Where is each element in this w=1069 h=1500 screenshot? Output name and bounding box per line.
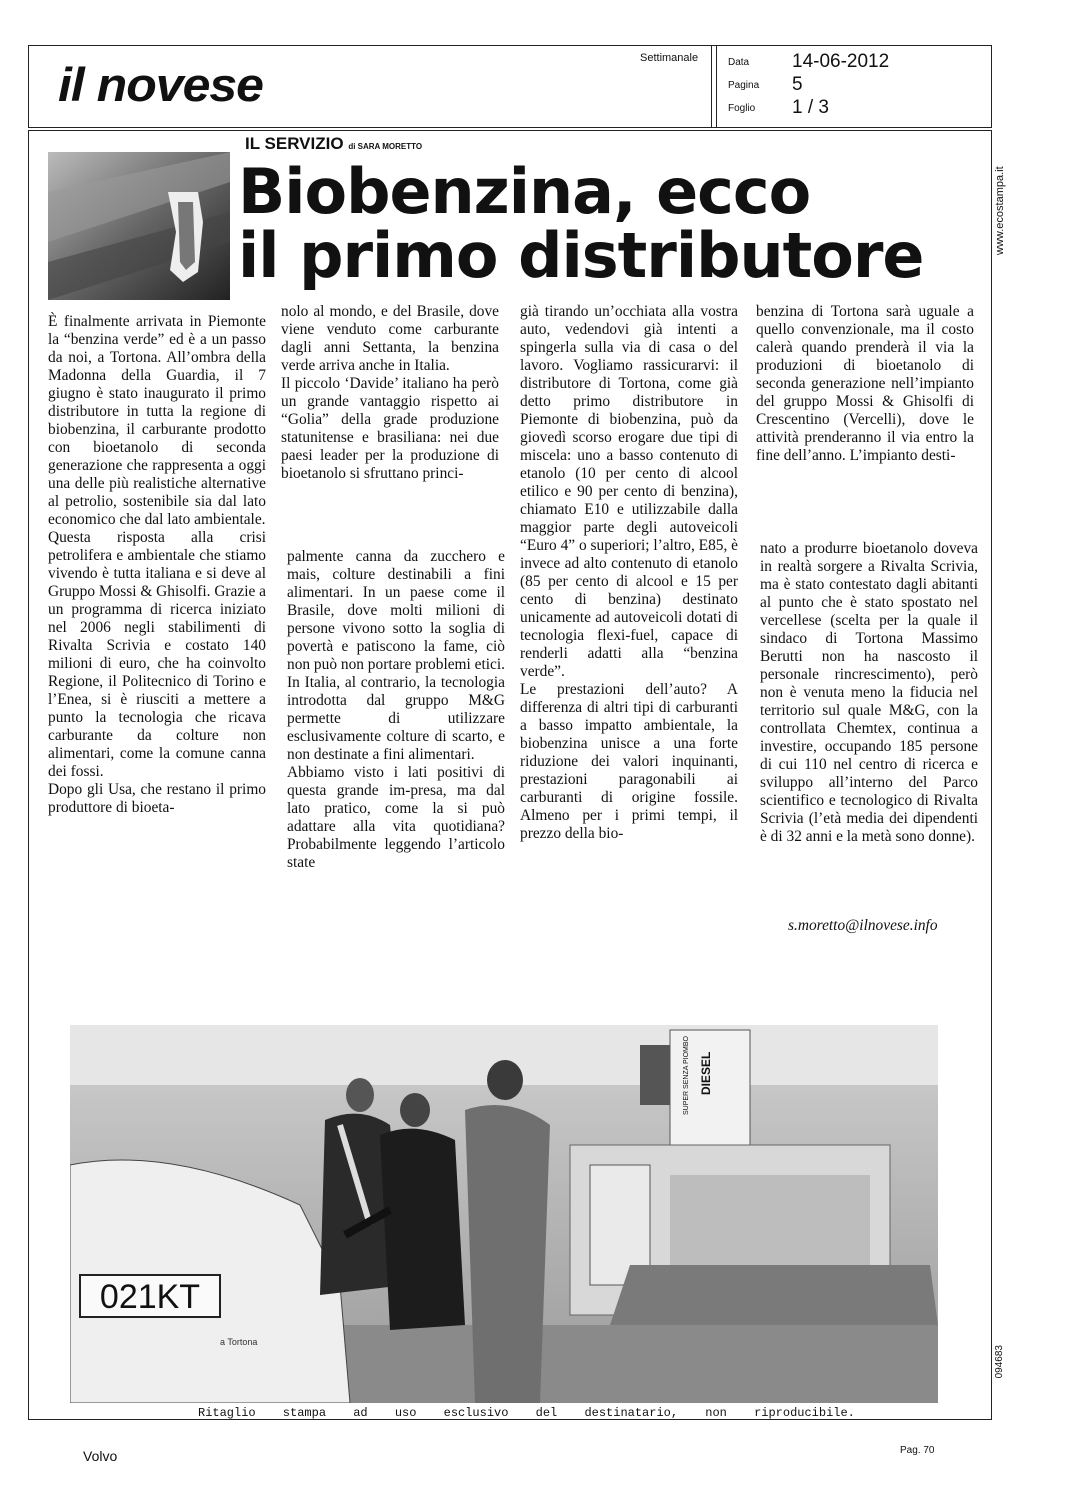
page-label: Pagina [728, 80, 760, 91]
side-url: www.ecostampa.it [994, 166, 1006, 255]
date-value: 14-06-2012 [792, 51, 890, 72]
paragraph: Le prestazioni dell’auto? A differenza di altri tipi di carburanti a basso impatto ambientale, la biobenzina unisce a una forte riduzione dei valori inquinanti, prestazioni paragonabili ai carburanti di origine fossile. Almeno per i primi tempi, il prezzo della bio- [520, 681, 738, 842]
frequency-label: Settimanale [640, 52, 699, 64]
article-column-1 [48, 313, 266, 817]
article-column-3 [520, 303, 738, 843]
kicker-label: IL SERVIZIO [245, 134, 344, 153]
side-code: 094683 [994, 1345, 1005, 1379]
car-decal: a Tortona [220, 1337, 258, 1347]
pump-sign-diesel: DIESEL [699, 1051, 713, 1095]
paragraph: Il piccolo ‘Davide’ italiano ha però un grande vantaggio rispetto ai “Golia” della grade produzione statunitense e brasiliana: nei due paesi leader per la produzione di bioetanolo si sfruttano princi- [281, 375, 499, 482]
paragraph: È finalmente arrivata in Piemonte la “benzina verde” ed è a un passo da noi, a Tortona. All’ombra della Madonna della Guardia, il 7 giugno è stato inaugurato il primo distributore in tutta la regione di biobenzina, il carburante prodotto con bioetanolo di seconda generazione che rappresenta a oggi una delle più realistiche alternative al petrolio, sostenibile sia dal lato economico che dal lato ambientale. [48, 313, 266, 528]
paragraph: nato a produrre bioetanolo doveva in realtà sorgere a Rivalta Scrivia, ma è stato contestato dagli abitanti al punto che è stato spostato nel vercellese (scelta per la quale il sindaco di Tortona Massimo Berutti non ha nascosto il personale rincrescimento), però non è venuta meno la fiducia nel territorio sul quale M&G, con la controllata Chemtex, continua a investire, occupando 185 persone di cui 110 nel centro di ricerca e sviluppo all’interno del Parco scientifico e tecnologico di Rivalta Scrivia (l’età media dei dipendenti è di 32 anni e la metà sono donne). [760, 540, 978, 845]
paragraph: palmente canna da zucchero e mais, colture destinabili a fini alimentari. In un paese come il Brasile, dove molti milioni di persone vivono sotto la soglia di povertà e patiscono la fame, ciò non può non portare problemi etici. In Italia, al contrario, la tecnologia introdotta dal gruppo M&G permette di utilizzare esclusivamente colture di scarto, e non destinate a fini alimentari. [287, 548, 505, 763]
section-kicker [245, 134, 422, 154]
fuel-pump-thumbnail [48, 152, 230, 300]
pump-sign-unleaded: SUPER SENZA PIOMBO [683, 1036, 690, 1115]
page-number: Pag. 70 [900, 1445, 935, 1456]
client-brand: Volvo [83, 1448, 118, 1464]
newspaper-logo: il novese [58, 58, 263, 112]
author-email: s.moretto@ilnovese.info [788, 917, 938, 934]
article-column-2-continued [287, 548, 505, 872]
sheet-value: 1 / 3 [792, 97, 829, 118]
license-plate: 021KT [99, 1278, 201, 1316]
paragraph: nolo al mondo, e del Brasile, dove viene venduto come carburante dagli anni Settanta, la benzina verde arriva anche in Italia. [281, 303, 499, 374]
paragraph: Abbiamo visto i lati positivi di questa grande im-presa, ma dal lato pratico, come la si può adattare alla vita quotidiana? Probabilmente leggendo l’articolo state [287, 764, 505, 871]
paragraph: Dopo gli Usa, che restano il primo produttore di bioeta- [48, 781, 266, 816]
paragraph: già tirando un’occhiata alla vostra auto, vedendovi già intenti a spingerla sulla via di casa o del lavoro. Vogliamo rassicurarvi: il distributore di Tortona, come già detto primo distributore in Piemonte di biobenzina, può da giovedì scorso erogare due tipi di miscela: uno a basso contenuto di etanolo (10 per cento di alcool etilico e 90 per cento di benzina), chiamato E10 e utilizzabile dalla maggior parte degli autoveicoli “Euro 4” o superiori; l’altro, E85, è invece ad alto contenuto di etanolo (85 per cento di alcool e 15 per cento di benzina) destinato unicamente ad autoveicoli dotati di tecnologia flexi-fuel, capace di renderli adatti alla “benzina verde”. [520, 303, 738, 680]
article-column-4-continued [760, 540, 978, 846]
inauguration-photo [70, 1025, 938, 1403]
article-column-2 [281, 303, 499, 483]
headline-line-1: Biobenzina, ecco [238, 155, 811, 228]
page-value: 5 [792, 74, 803, 95]
masthead-divider [711, 45, 717, 128]
article-column-4 [756, 303, 974, 465]
headline [238, 155, 978, 292]
sheet-label: Foglio [728, 103, 756, 114]
paragraph: Questa risposta alla crisi petrolifera e ambientale che stiamo vivendo è tutta italiana e si deve al Gruppo Mossi & Ghisolfi. Grazie a un programma di ricerca iniziato nel 2006 negli stabilimenti di Rivalta Scrivia e costato 140 milioni di euro, che ha coinvolto Regione, il Politecnico di Torino e l’Enea, si è riusciti a mettere a punto la tecnologia che ricava carburante da colture non alimentari, come la comune canna dei fossi. [48, 529, 267, 780]
kicker-author: di SARA MORETTO [348, 142, 423, 151]
headline-line-2: il primo distributore [238, 219, 924, 292]
paragraph: benzina di Tortona sarà uguale a quello convenzionale, ma il costo calerà quando prenderà il via la produzioni di bioetanolo di seconda generazione nell’impianto del gruppo Mossi & Ghisolfi di Crescentino (Vercelli), dove le attività prenderanno il via entro la fine dell’anno. L’impianto desti- [756, 303, 974, 464]
reproduction-notice: Ritaglio stampa ad uso esclusivo del destinatario, non riproducibile. [198, 1406, 855, 1420]
date-label: Data [728, 57, 750, 68]
